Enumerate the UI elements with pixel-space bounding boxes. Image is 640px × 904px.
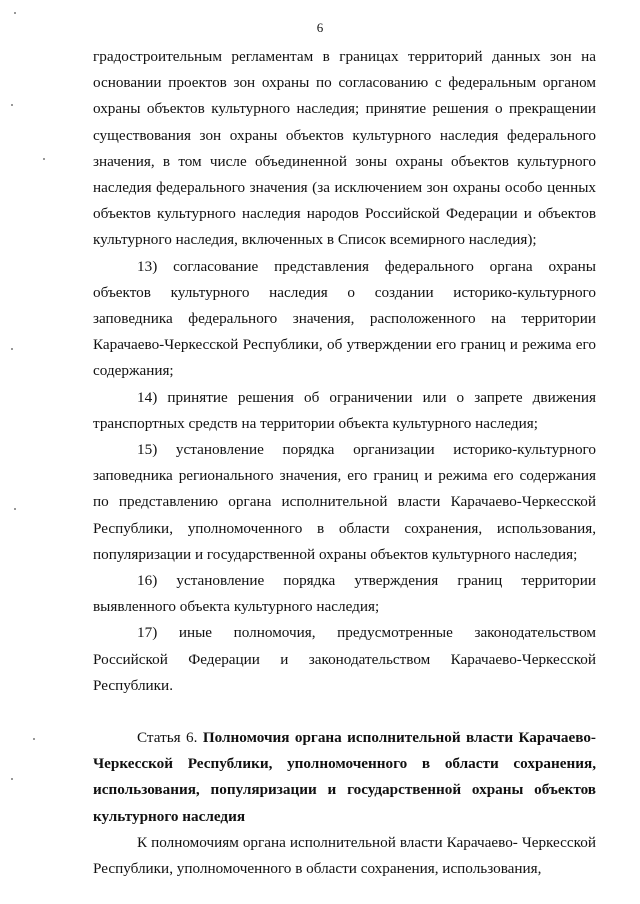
page-number: 6 <box>316 20 324 35</box>
paragraph-item-17: 17) иные полномочия, предусмотренные законодательством Российской Федерации и законодательством Карачаево-Черкесской Республики. <box>93 624 596 694</box>
paragraph-item-16: 16) установление порядка утверждения границ территории выявленного объекта культурного наследия; <box>93 572 596 616</box>
paragraph-item-15: 15) установление порядка организации историко-культурного заповедника регионального значения, его границ и режима его содержания по представлению органа исполнительной власти Карачаево-Черкесской Республики, уполномоченного в области сохранения, использования, популяризации и государственной охраны объектов культурного наследия; <box>93 441 596 563</box>
paragraph-continuation: градостроительным регламентам в границах территорий данных зон на основании проектов зон охраны по согласованию с федеральным органом охраны объектов культурного наследия; принятие решения о прекращении существования зон охраны объектов культурного наследия федерального значения, в том числе объединенной зоны охраны объектов культурного наследия федерального значения (за исключением зон охраны особо ценных объектов культурного наследия народов Российской Федерации и объектов культурного наследия, включенных в Список всемирного наследия); <box>93 48 596 249</box>
article-heading <box>93 725 596 830</box>
scan-speck <box>14 12 16 14</box>
scan-speck <box>43 158 45 160</box>
article-prefix: Статья 6. <box>137 729 203 747</box>
article-title: Полномочия органа исполнительной власти Карачаево-Черкесской Республики, уполномоченного в области сохранения, использования, популяризации и государственной охраны объектов культурного наследия <box>93 729 596 825</box>
scan-speck <box>11 778 13 780</box>
paragraph-article-intro: К полномочиям органа исполнительной власти Карачаево- Черкесской Республики, уполномоченного в области сохранения, использования, <box>93 833 596 878</box>
paragraph-item-13: 13) согласование представления федерального органа охраны объектов культурного наследия о создании историко-культурного заповедника федерального значения, расположенного на территории Карачаево-Черкесской Республики, об утверждении его границ и режима его содержания; <box>93 257 596 380</box>
scan-speck <box>33 738 35 740</box>
paragraph-item-14: 14) принятие решения об ограничении или о запрете движения транспортных средств на территории объекта культурного наследия; <box>93 388 596 432</box>
scan-speck <box>11 348 13 350</box>
document-body <box>93 44 596 882</box>
scan-speck <box>14 508 16 510</box>
scan-speck <box>11 104 13 106</box>
section-gap <box>93 699 596 725</box>
